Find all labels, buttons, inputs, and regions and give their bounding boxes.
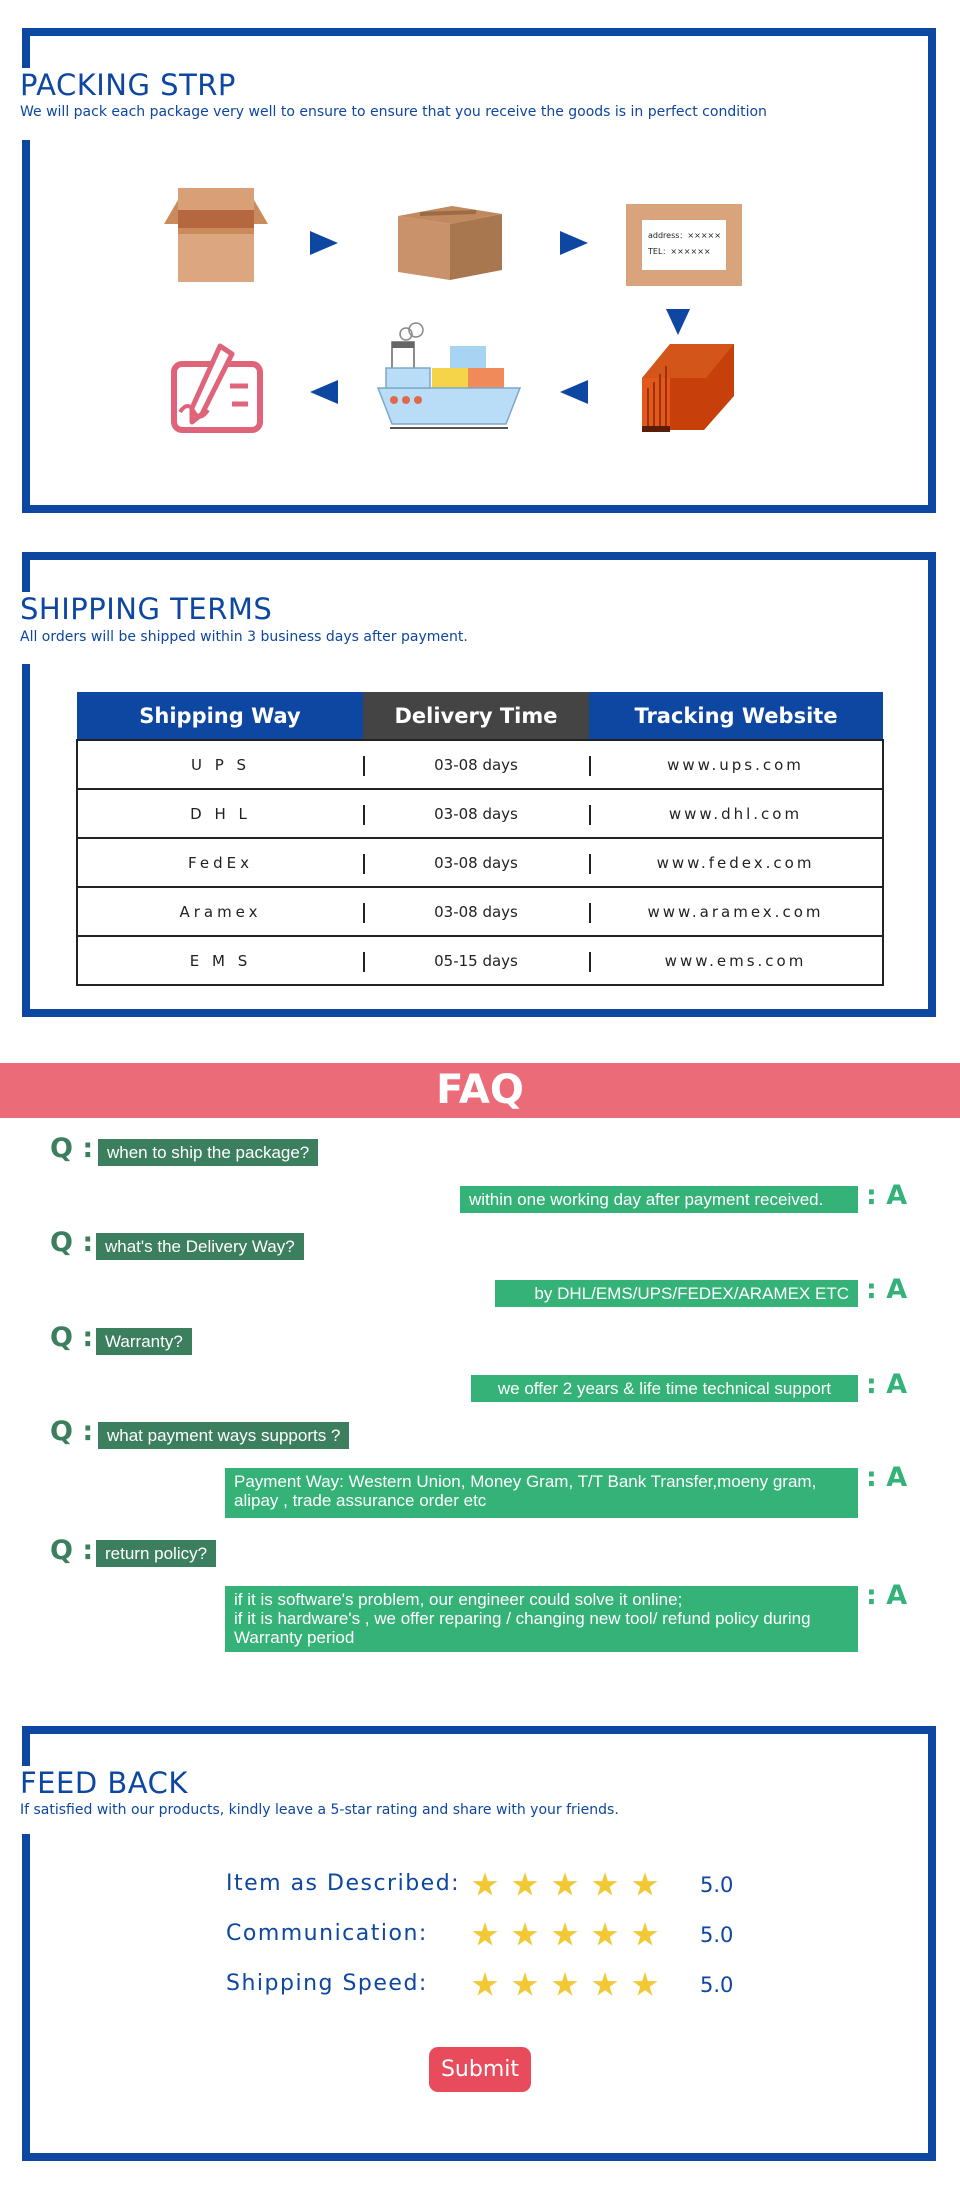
cargo-ship-icon: [376, 320, 522, 437]
question-text: Warranty?: [96, 1328, 192, 1355]
question-label: Q :: [50, 1133, 94, 1164]
answer-text: [225, 1586, 858, 1652]
rating-value: 5.0: [700, 1923, 734, 1947]
table-header-row: [77, 692, 883, 740]
shipping-way-cell: Aramex: [77, 887, 363, 936]
submit-button[interactable]: Submit: [429, 2047, 531, 2092]
answer-label: : A: [866, 1369, 908, 1400]
feedback-subtitle: If satisfied with our products, kindly leave a 5-star rating and share with your friends.: [20, 1802, 623, 1818]
tracking-website-cell: www.aramex.com: [589, 887, 883, 936]
question-label: Q :: [50, 1322, 94, 1353]
star-icon[interactable]: [592, 1922, 618, 1948]
delivery-time-cell: 03-08 days: [363, 740, 589, 789]
answer-label: : A: [866, 1462, 908, 1493]
table-row: [77, 838, 883, 887]
star-icon[interactable]: [552, 1972, 578, 1998]
closed-box-icon: [394, 202, 506, 287]
answer-text: within one working day after payment received.: [460, 1186, 858, 1213]
labeled-box-icon: [626, 204, 742, 291]
question-text: what payment ways supports ?: [98, 1422, 349, 1449]
table-row: [77, 789, 883, 838]
star-rating[interactable]: [468, 1872, 678, 1900]
star-icon[interactable]: [632, 1872, 658, 1898]
table-row: [77, 740, 883, 789]
star-icon[interactable]: [472, 1872, 498, 1898]
delivery-time-cell: 03-08 days: [363, 887, 589, 936]
rating-value: 5.0: [700, 1973, 734, 1997]
star-icon[interactable]: [632, 1922, 658, 1948]
shipping-title: SHIPPING TERMS: [20, 592, 276, 626]
rating-value: 5.0: [700, 1873, 734, 1897]
table-row: [77, 936, 883, 985]
question-text: return policy?: [96, 1540, 216, 1567]
shipping-container-icon: [640, 344, 736, 439]
star-icon[interactable]: [512, 1872, 538, 1898]
rating-label: Item as Described:: [226, 1871, 461, 1896]
star-icon[interactable]: [472, 1972, 498, 1998]
answer-text: by DHL/EMS/UPS/FEDEX/ARAMEX ETC: [495, 1280, 858, 1307]
tracking-website-cell: www.fedex.com: [589, 838, 883, 887]
answer-label: : A: [866, 1180, 908, 1211]
signature-icon: [170, 342, 266, 441]
delivery-time-cell: 03-08 days: [363, 789, 589, 838]
shipping-table: [76, 692, 884, 986]
header-shipping-way: Shipping Way: [77, 692, 363, 740]
answer-line: if it is software's problem, our engineer could solve it online;: [234, 1590, 683, 1609]
shipping-way-cell: U P S: [77, 740, 363, 789]
question-label: Q :: [50, 1416, 94, 1447]
star-rating[interactable]: [468, 1922, 678, 1950]
delivery-time-cell: 05-15 days: [363, 936, 589, 985]
answer-text: we offer 2 years & life time technical support: [471, 1375, 858, 1402]
shipping-way-cell: D H L: [77, 789, 363, 838]
arrow-left-icon: [310, 380, 338, 404]
arrow-right-icon: [310, 231, 338, 255]
tracking-website-cell: www.ups.com: [589, 740, 883, 789]
tel-label: TEL：××××××: [648, 247, 711, 256]
packing-subtitle: We will pack each package very well to ensure to ensure that you receive the goods is in perfect condition: [20, 104, 771, 120]
question-text: when to ship the package?: [98, 1139, 318, 1166]
star-rating[interactable]: [468, 1972, 678, 2000]
shipping-way-cell: FedEx: [77, 838, 363, 887]
arrow-left-icon: [560, 380, 588, 404]
arrow-down-icon: [666, 309, 690, 335]
tracking-website-cell: www.dhl.com: [589, 789, 883, 838]
answer-text: Payment Way: Western Union, Money Gram, T/T Bank Transfer,moeny gram, alipay , trade assurance order etc: [225, 1468, 858, 1518]
address-label: address：×××××: [648, 231, 721, 240]
answer-label: : A: [866, 1580, 908, 1611]
answer-label: : A: [866, 1274, 908, 1305]
shipping-way-cell: E M S: [77, 936, 363, 985]
star-icon[interactable]: [512, 1922, 538, 1948]
star-icon[interactable]: [552, 1922, 578, 1948]
feedback-title: FEED BACK: [20, 1766, 192, 1800]
header-tracking-website: Tracking Website: [589, 692, 883, 740]
question-label: Q :: [50, 1227, 94, 1258]
open-box-icon: [160, 184, 272, 291]
tracking-website-cell: www.ems.com: [589, 936, 883, 985]
star-icon[interactable]: [552, 1872, 578, 1898]
delivery-time-cell: 03-08 days: [363, 838, 589, 887]
star-icon[interactable]: [592, 1872, 618, 1898]
star-icon[interactable]: [592, 1972, 618, 1998]
arrow-right-icon: [560, 231, 588, 255]
star-icon[interactable]: [512, 1972, 538, 1998]
faq-banner: FAQ: [0, 1063, 960, 1118]
question-text: what's the Delivery Way?: [96, 1233, 304, 1260]
shipping-subtitle: All orders will be shipped within 3 business days after payment.: [20, 629, 472, 645]
star-icon[interactable]: [632, 1972, 658, 1998]
rating-label: Shipping Speed:: [226, 1971, 428, 1996]
question-label: Q :: [50, 1535, 94, 1566]
star-icon[interactable]: [472, 1922, 498, 1948]
answer-line: if it is hardware's , we offer reparing / changing new tool/ refund policy during Warranty period: [234, 1609, 811, 1647]
table-row: [77, 887, 883, 936]
header-delivery-time: Delivery Time: [363, 692, 589, 740]
rating-label: Communication:: [226, 1921, 428, 1946]
packing-title: PACKING STRP: [20, 68, 240, 102]
